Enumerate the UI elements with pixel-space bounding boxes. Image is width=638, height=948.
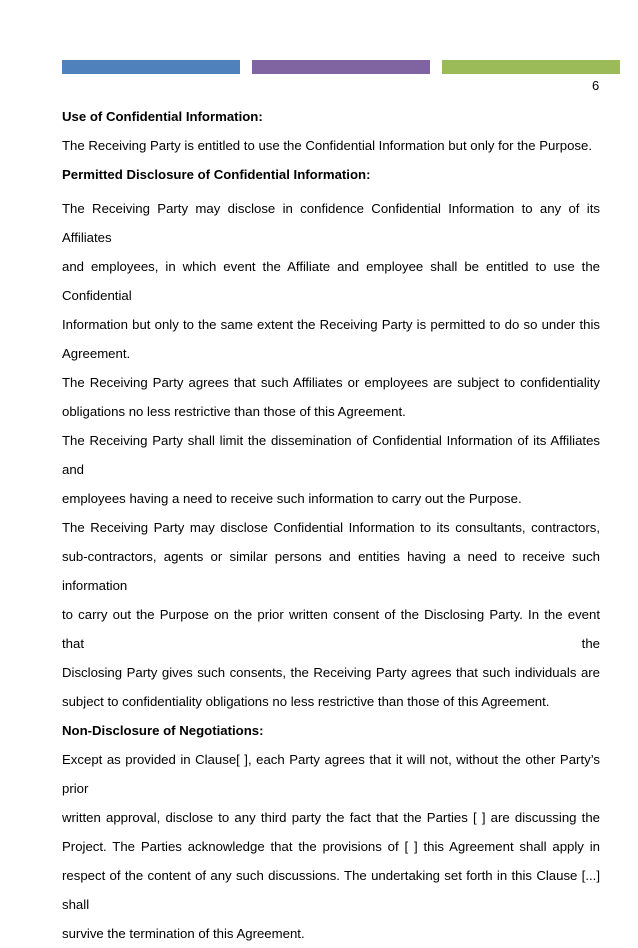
paragraph-use: The Receiving Party is entitled to use the Confidential Information but only for the Purpose. [62,138,592,153]
paragraph-line: written approval, disclose to any third party the fact that the Parties [ ] are discussing the [62,810,600,825]
header-band-blue [62,60,240,74]
paragraph-line: The Receiving Party shall limit the dissemination of Confidential Information of its Affiliates and [62,433,600,477]
document-body [62,107,600,948]
paragraph-line: Information but only to the same extent the Receiving Party is permitted to do so under this [62,317,600,332]
header-band-green [442,60,620,74]
paragraph-line: sub-contractors, agents or similar persons and entities having a need to receive such information [62,549,600,593]
paragraph-line: Project. The Parties acknowledge that the provisions of [ ] this Agreement shall apply in [62,839,600,854]
header-band-purple [252,60,430,74]
paragraph-line: survive the termination of this Agreement. [62,926,305,941]
paragraph-line: obligations no less restrictive than those of this Agreement. [62,404,406,419]
paragraph-line: subject to confidentiality obligations no less restrictive than those of this Agreement. [62,694,550,709]
heading-permitted-disclosure: Permitted Disclosure of Confidential Information: [62,167,371,182]
paragraph-line: The Receiving Party may disclose Confidential Information to its consultants, contractors, [62,520,600,535]
paragraph-line: respect of the content of any such discussions. The undertaking set forth in this Clause [...] shall [62,868,600,912]
paragraph-line: Agreement. [62,346,131,361]
page-number: 6 [592,78,600,93]
heading-non-disclosure-of-negotiations: Non-Disclosure of Negotiations: [62,723,264,738]
paragraph-line: The Receiving Party agrees that such Affiliates or employees are subject to confidentiality [62,375,600,390]
paragraph-line: Disclosing Party gives such consents, the Receiving Party agrees that such individuals are [62,665,600,680]
paragraph-line: Except as provided in Clause[ ], each Party agrees that it will not, without the other Party’s prior [62,752,600,796]
paragraph-line: employees having a need to receive such information to carry out the Purpose. [62,491,522,506]
paragraph-line: and employees, in which event the Affiliate and employee shall be entitled to use the Confidential [62,259,600,303]
heading-use-of-confidential-information: Use of Confidential Information: [62,109,263,124]
paragraph-line: The Receiving Party may disclose in confidence Confidential Information to any of its Affiliates [62,201,600,245]
paragraph-line: to carry out the Purpose on the prior written consent of the Disclosing Party. In the event that the [62,607,600,651]
